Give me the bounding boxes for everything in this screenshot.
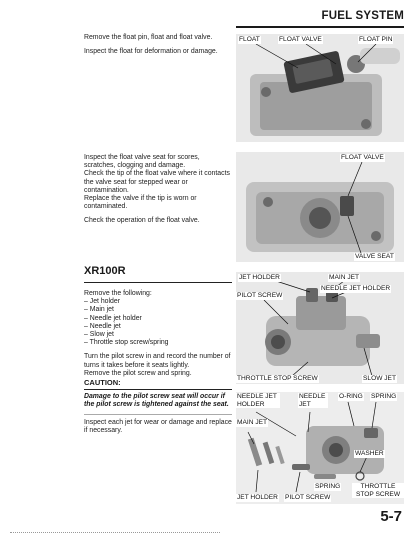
jets-figure <box>236 392 404 504</box>
section4-text <box>84 419 232 441</box>
page-number: 5-7 <box>380 508 402 525</box>
section1-paragraph-2: Inspect the float for deformation or damage. <box>84 48 218 56</box>
section1-text <box>84 34 232 62</box>
list-item: – Needle jet <box>84 322 121 330</box>
section-title-xr100r: XR100R <box>84 265 126 277</box>
list-item: – Jet holder <box>84 298 121 306</box>
label-spring: SPRING <box>371 393 397 400</box>
label-spring-2: SPRING <box>315 483 341 490</box>
label-jet-holder: JET HOLDER <box>239 274 280 281</box>
label-float-valve-2: FLOAT VALVE <box>341 154 384 161</box>
list-item: – Main jet <box>84 306 114 314</box>
caution-rule <box>84 389 232 390</box>
valve-seat-figure <box>236 152 404 262</box>
caution-divider <box>84 414 232 415</box>
footer-rule <box>10 532 220 533</box>
label-float: FLOAT <box>239 36 260 43</box>
section3-paragraph-2: Remove the pilot screw and spring. <box>84 369 192 377</box>
section2-paragraph-3: Replace the valve if the tip is worn or contaminated. <box>84 195 197 211</box>
removal-list <box>84 298 232 347</box>
label-needle-jet-holder-2: NEEDLE JET HOLDER <box>236 393 280 408</box>
float-assembly-illustration <box>236 34 404 142</box>
label-needle-jet-holder: NEEDLE JET HOLDER <box>321 285 391 292</box>
label-valve-seat: VALVE SEAT <box>355 253 394 260</box>
carburetor-figure <box>236 272 404 384</box>
float-assembly-figure <box>236 34 404 142</box>
label-pilot-screw: PILOT SCREW <box>237 292 283 299</box>
list-item: – Throttle stop screw/spring <box>84 339 169 347</box>
section4-paragraph: Inspect each jet for wear or damage and replace if necessary. <box>84 419 232 435</box>
label-throttle-stop-screw-2: THROTTLE STOP SCREW <box>352 483 404 498</box>
label-main-jet-2: MAIN JET <box>237 419 268 426</box>
list-item: – Needle jet holder <box>84 314 142 322</box>
caution-text: Damage to the pilot screw seat will occur if the pilot screw is tightened against the seat. <box>84 393 229 409</box>
section2-paragraph-2: Check the tip of the float valve where it contacts the valve seat for stepped wear or contamination. <box>84 170 230 194</box>
label-float-valve: FLOAT VALVE <box>279 36 322 43</box>
header-title: FUEL SYSTEM <box>321 10 404 22</box>
caution-title: CAUTION: <box>84 378 121 387</box>
section3-paragraph-1: Turn the pilot screw in and record the number of turns it takes before it seats lightly. <box>84 353 231 369</box>
label-washer: WASHER <box>355 450 384 457</box>
label-slow-jet: SLOW JET <box>363 375 396 382</box>
header-rule <box>236 26 404 28</box>
section2-paragraph-4: Check the operation of the float valve. <box>84 217 200 225</box>
label-pilot-screw-2: PILOT SCREW <box>285 494 331 501</box>
label-needle-jet: NEEDLE JET <box>298 393 328 408</box>
label-main-jet: MAIN JET <box>329 274 360 281</box>
section1-paragraph-1: Remove the float pin, float and float valve. <box>84 34 213 41</box>
label-float-pin: FLOAT PIN <box>359 36 393 43</box>
section2-text <box>84 154 232 232</box>
label-jet-holder-2: JET HOLDER <box>237 494 278 501</box>
label-throttle-stop-screw: THROTTLE STOP SCREW <box>237 375 318 382</box>
section2-paragraph-1: Inspect the float valve seat for scores, scratches, clogging and damage. <box>84 154 200 170</box>
list-item: – Slow jet <box>84 331 114 339</box>
label-o-ring: O-RING <box>339 393 363 400</box>
valve-seat-illustration <box>236 152 404 262</box>
section3-text <box>84 290 232 384</box>
section3-intro: Remove the following: <box>84 290 152 297</box>
section-title-rule <box>84 282 232 283</box>
